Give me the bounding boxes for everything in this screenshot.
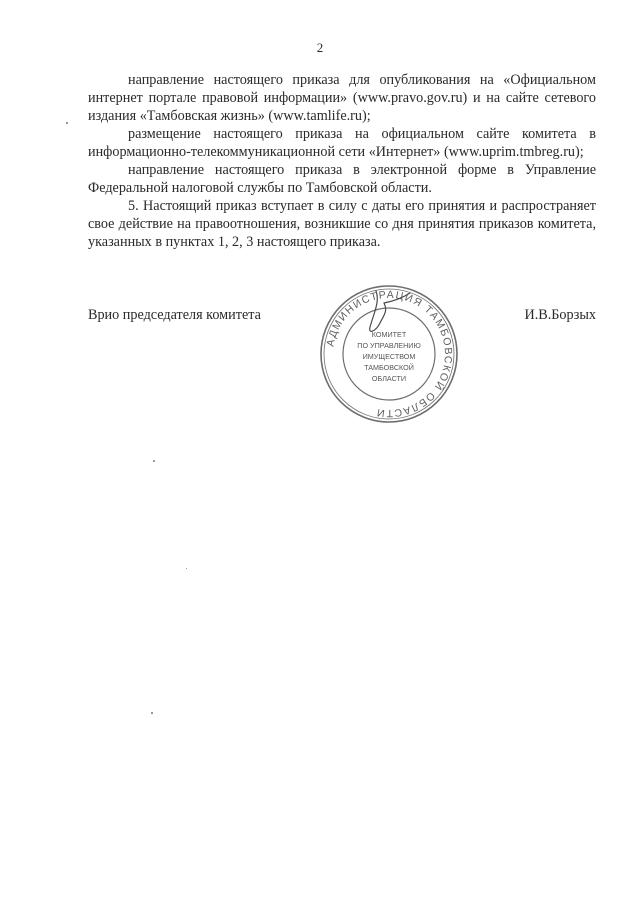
signatory-position: Врио председателя комитета xyxy=(88,307,261,323)
paragraph-website: размещение настоящего приказа на официальном сайте комитета в информационно-телекоммуникационной сети «Интернет» (www.uprim.tmbreg.ru); xyxy=(88,126,596,160)
scan-speck xyxy=(153,460,155,462)
stamp-ring-text: АДМИНИСТРАЦИЯ ТАМБОВСКОЙ ОБЛАСТИ xyxy=(324,288,455,420)
scan-speck xyxy=(151,712,153,714)
stamp-line-2: ПО УПРАВЛЕНИЮ xyxy=(357,341,421,350)
stamp-line-3: ИМУЩЕСТВОМ xyxy=(362,352,416,361)
page-number: 2 xyxy=(316,40,324,55)
stamp-line-5: ОБЛАСТИ xyxy=(371,374,407,383)
stamp-line-4: ТАМБОВСКОЙ xyxy=(364,363,414,372)
paragraph-effective-date: 5. Настоящий приказ вступает в силу с даты его принятия и распространяет свое действие на правоотношения, возникшие со дня принятия приказов комитета, указанных в пунктах 1, 2, 3 настоящего приказа. xyxy=(88,198,596,250)
scan-speck xyxy=(66,122,68,124)
official-stamp xyxy=(318,283,460,425)
scan-speck xyxy=(186,568,187,569)
paragraph-publication: направление настоящего приказа для опубликования на «Официальном интернет портале правовой информации» (www.pravo.gov.ru) и на сайте сетевого издания «Тамбовская жизнь» (www.tamlife.ru); xyxy=(88,72,596,124)
stamp-line-1: КОМИТЕТ xyxy=(371,330,407,339)
paragraph-tax-service: направление настоящего приказа в электронной форме в Управление Федеральной налоговой службы по Тамбовской области. xyxy=(88,162,596,196)
signatory-name: И.В.Борзых xyxy=(524,307,596,323)
document-body xyxy=(88,71,596,251)
